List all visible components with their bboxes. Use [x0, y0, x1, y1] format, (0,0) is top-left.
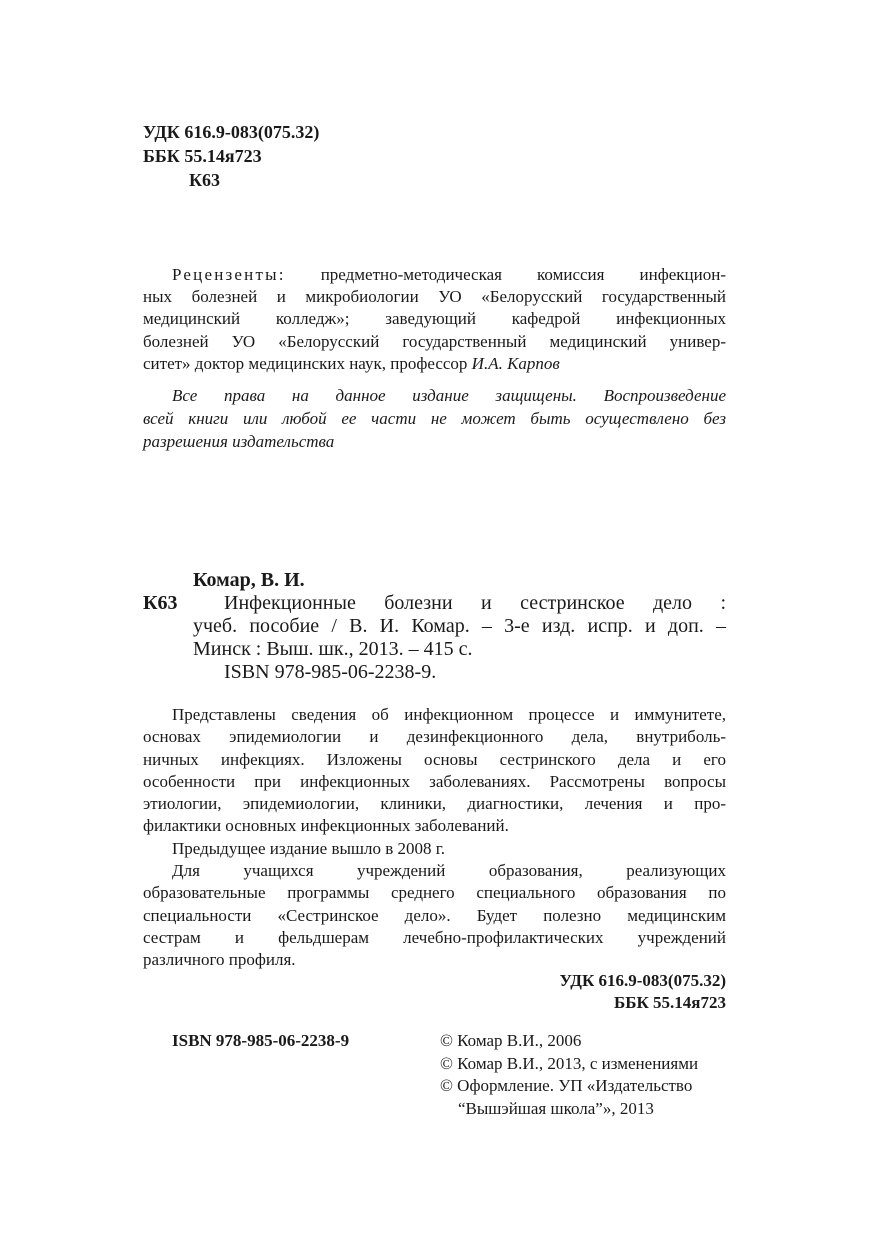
copyright-block — [440, 1030, 698, 1120]
reviewers-label: Рецензенты: — [172, 265, 286, 284]
annotation-line: особенности при инфекционных заболеваниях. Рассмотрены вопросы — [143, 771, 726, 791]
rights-line: всей книги или любой ее части не может быть осуществлено без — [143, 409, 726, 428]
reviewers-line: Рецензенты: предметно-методическая комиссия инфекцион- — [172, 265, 726, 284]
annotation-line: филактики основных инфекционных заболеваний. — [143, 816, 509, 836]
annotation-line: образовательные программы среднего специального образования по — [143, 883, 726, 903]
rights-notice — [143, 384, 726, 453]
classification-footer — [400, 970, 726, 1014]
bbk-code-footer: ББК 55.14я723 — [613, 993, 726, 1012]
annotation-line: специальности «Сестринское дело». Будет полезно медицинским — [143, 905, 726, 925]
udk-code: УДК 616.9-083(075.32) — [143, 122, 320, 142]
rights-line: разрешения издательства — [143, 432, 335, 451]
catalog-code: К63 — [143, 592, 178, 614]
annotation — [143, 704, 726, 972]
catalog-line: Инфекционные болезни и сестринское дело : — [224, 592, 726, 614]
author-mark: К63 — [189, 170, 221, 190]
bbk-code: ББК 55.14я723 — [143, 146, 262, 166]
catalog-body — [143, 592, 726, 661]
reviewers-line: ных болезней и микробиологии УО «Белорусский государственный — [143, 287, 726, 307]
annotation-line: Представлены сведения об инфекционном процессе и иммунитете, — [172, 705, 726, 724]
catalog-isbn: ISBN 978-985-06-2238-9. — [224, 661, 437, 683]
reviewers-line: болезней УО «Белорусский государственный медицинский универ- — [143, 331, 726, 351]
reviewers-line: ситет» доктор медицинских наук, профессор И.А. Карпов — [143, 353, 560, 373]
previous-edition-note: Предыдущее издание вышло в 2008 г. — [172, 838, 446, 858]
annotation-line: этиологии, эпидемиологии, клиники, диагностики, лечения и про- — [143, 794, 726, 814]
annotation-line: различного профиля. — [143, 950, 296, 970]
annotation-line: основах эпидемиологии и дезинфекционного дела, внутриболь- — [143, 727, 726, 747]
annotation-line: ничных инфекциях. Изложены основы сестринского дела и его — [143, 749, 726, 769]
copyright-line: “Вышэйшая школа”», 2013 — [458, 1098, 654, 1118]
copyright-line: © Комар В.И., 2006 — [440, 1031, 582, 1050]
reviewers-block — [143, 264, 726, 375]
rights-line: Все права на данное издание защищены. Воспроизведение — [172, 386, 726, 405]
annotation-line: Для учащихся учреждений образования, реализующих — [172, 861, 726, 881]
copyright-line: © Оформление. УП «Издательство — [440, 1076, 693, 1095]
reviewers-line: медицинский колледж»; заведующий кафедрой инфекционных — [143, 309, 726, 329]
copyright-line: © Комар В.И., 2013, с изменениями — [440, 1053, 699, 1073]
isbn-footer: ISBN 978-985-06-2238-9 — [172, 1031, 350, 1050]
catalog-author: Комар, В. И. — [193, 569, 305, 591]
catalog-card — [143, 569, 726, 684]
catalog-line: Минск : Выш. шк., 2013. – 415 с. — [193, 638, 473, 660]
annotation-line: сестрам и фельдшерам лечебно-профилактических учреждений — [143, 927, 726, 947]
udk-code-footer: УДК 616.9-083(075.32) — [559, 971, 726, 990]
reviewer-name: И.А. Карпов — [471, 353, 560, 373]
classification-header — [143, 120, 319, 192]
catalog-line: учеб. пособие / В. И. Комар. – 3-е изд. испр. и доп. – — [193, 615, 726, 637]
